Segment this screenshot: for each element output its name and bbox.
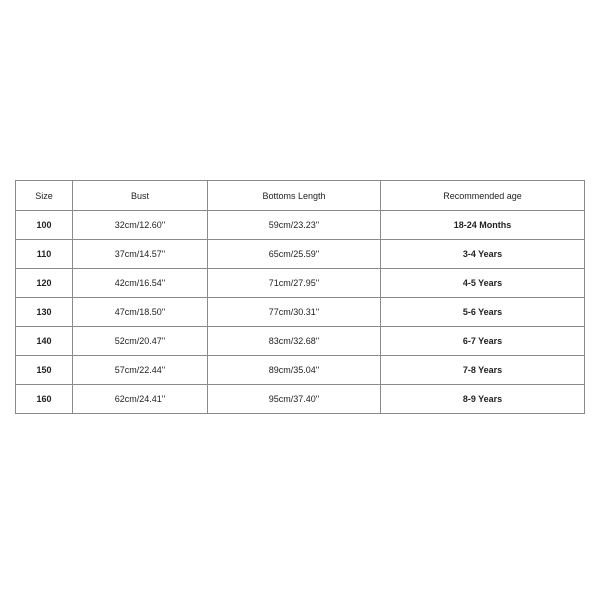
bust-cell: 37cm/14.57'': [73, 240, 208, 269]
header-size: Size: [16, 181, 73, 211]
length-cell: 65cm/25.59'': [208, 240, 381, 269]
size-cell: 140: [16, 327, 73, 356]
size-cell: 100: [16, 211, 73, 240]
header-recommended-age: Recommended age: [381, 181, 585, 211]
header-row: [16, 181, 585, 211]
length-cell: 71cm/27.95'': [208, 269, 381, 298]
length-cell: 77cm/30.31'': [208, 298, 381, 327]
age-cell: 5-6 Years: [381, 298, 585, 327]
length-cell: 83cm/32.68'': [208, 327, 381, 356]
table-row: [16, 211, 585, 240]
size-chart-table: [15, 180, 585, 414]
age-cell: 4-5 Years: [381, 269, 585, 298]
bust-cell: 47cm/18.50'': [73, 298, 208, 327]
bust-cell: 42cm/16.54'': [73, 269, 208, 298]
size-cell: 160: [16, 385, 73, 414]
table-row: [16, 298, 585, 327]
table-row: [16, 269, 585, 298]
length-cell: 59cm/23.23'': [208, 211, 381, 240]
length-cell: 89cm/35.04'': [208, 356, 381, 385]
table-header: [16, 181, 585, 211]
bust-cell: 32cm/12.60'': [73, 211, 208, 240]
age-cell: 6-7 Years: [381, 327, 585, 356]
age-cell: 8-9 Years: [381, 385, 585, 414]
age-cell: 7-8 Years: [381, 356, 585, 385]
length-cell: 95cm/37.40'': [208, 385, 381, 414]
age-cell: 3-4 Years: [381, 240, 585, 269]
table-row: [16, 327, 585, 356]
size-cell: 150: [16, 356, 73, 385]
bust-cell: 57cm/22.44'': [73, 356, 208, 385]
bust-cell: 62cm/24.41'': [73, 385, 208, 414]
header-bust: Bust: [73, 181, 208, 211]
size-cell: 110: [16, 240, 73, 269]
header-bottoms-length: Bottoms Length: [208, 181, 381, 211]
table-row: [16, 356, 585, 385]
table-body: [16, 211, 585, 414]
size-cell: 130: [16, 298, 73, 327]
table-row: [16, 385, 585, 414]
bust-cell: 52cm/20.47'': [73, 327, 208, 356]
size-cell: 120: [16, 269, 73, 298]
table-row: [16, 240, 585, 269]
age-cell: 18-24 Months: [381, 211, 585, 240]
